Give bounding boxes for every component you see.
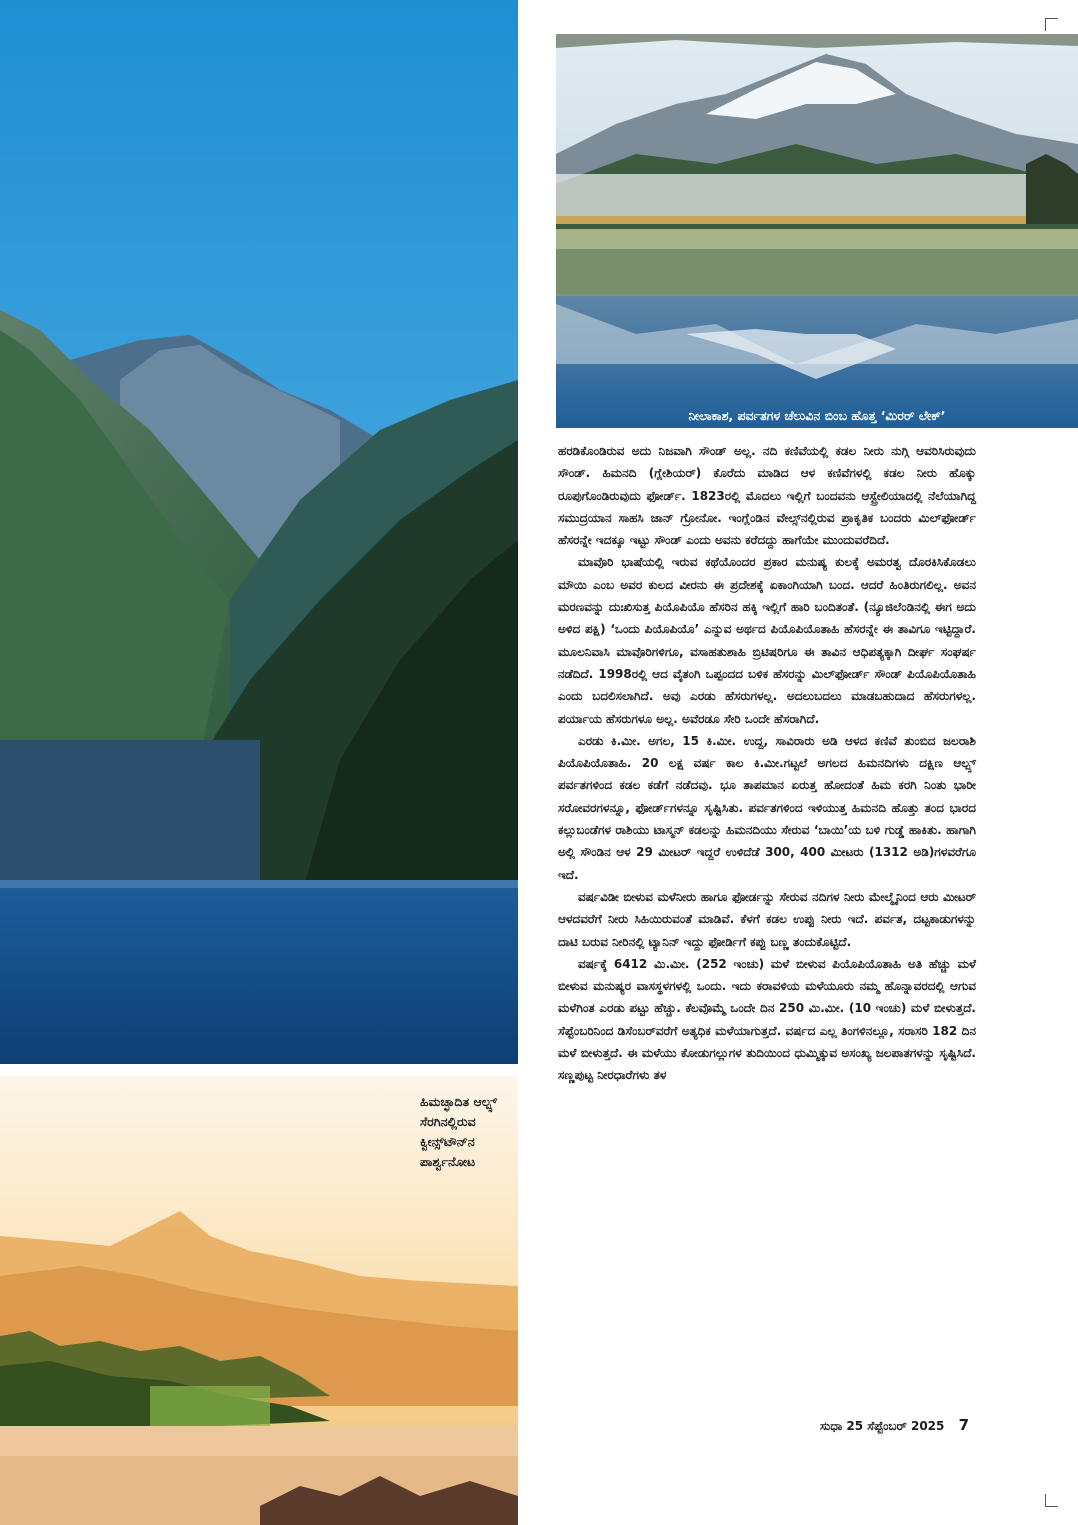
article-paragraph: ವರ್ಷವಿಡೀ ಬೀಳುವ ಮಳೆನೀರು ಹಾಗೂ ಫೋರ್ಡನ್ನು ಸೇರುವ ನದಿಗಳ ನೀರು ಮೇಲ್ಮೈನಿಂದ ಆರು ಮೀಟರ್ ಆಳದವರೆಗೆ ನೀರು ಸಿಹಿಯಿರುವಂತೆ ಮಾಡಿವೆ. ಕೆಳಗೆ ಕಡಲ ಉಪ್ಪು ನೀರು ಇದೆ. ಪರ್ವತ, ದಟ್ಟಕಾಡುಗಳನ್ನು ದಾಟಿ ಬರುವ ನೀರಿನಲ್ಲಿ ಟ್ಯಾನಿನ್ ಇದ್ದು ಫೋರ್ಡಿಗೆ ಕಪ್ಪು ಬಣ್ಣ ತಂದುಕೊಟ್ಟಿದೆ. <box>558 889 976 949</box>
crop-mark-top-right <box>1045 18 1058 31</box>
article-paragraph: ಮಾವೊರಿ ಭಾಷೆಯಲ್ಲಿ ಇರುವ ಕಥೆಯೊಂದರ ಪ್ರಕಾರ ಮನುಷ್ಯ ಕುಲಕ್ಕೆ ಅಮರತ್ವ ದೊರಕಿಸಿಕೊಡಲು ಮೌಯಿ ಎಂಬ ಅವರ ಕುಲದ ವೀರನು ಈ ಪ್ರದೇಶಕ್ಕೆ ಏಕಾಂಗಿಯಾಗಿ ಬಂದ. ಆದರೆ ಹಿಂತಿರುಗಲಿಲ್ಲ. ಅವನ ಮರಣವನ್ನು ದುಃಖಿಸುತ್ತ ಪಿಯೊಪಿಯೊ ಹೆಸರಿನ ಹಕ್ಕಿ ಇಲ್ಲಿಗೆ ಹಾರಿ ಬಂದಿತಂತೆ. (ನ್ಯೂಜಿಲೆಂಡಿನಲ್ಲಿ ಈಗ ಅದು ಅಳಿದ ಪಕ್ಷಿ) ‘ಒಂದು ಪಿಯೊಪಿಯೊ’ ಎನ್ನುವ ಅರ್ಥದ ಪಿಯೊಪಿಯೊತಾಹಿ ಹೆಸರನ್ನೇ ಈ ತಾವಿಗೂ ಇಟ್ಟಿದ್ದಾರೆ. ಮೂಲನಿವಾಸಿ ಮಾವೊರಿಗಳಿಗೂ, ವಸಾಹತುಶಾಹಿ ಬ್ರಿಟಿಷರಿಗೂ ಈ ತಾವಿನ ಆಧಿಪತ್ಯಕ್ಕಾಗಿ ದೀರ್ಘ ಸಂಘರ್ಷ ನಡೆದಿದೆ. 1998ರಲ್ಲಿ ಆದ ವೈತಂಗಿ ಒಪ್ಪಂದದ ಬಳಿಕ ಹೆಸರನ್ನು ಮಿಲ್‌ಫೋರ್ಡ್ ಸೌಂಡ್ ಪಿಯೊಪಿಯೊತಾಹಿ ಎಂದು ಬದಲಿಸಲಾಗಿದೆ. ಅವು ಎರಡು ಹೆಸರುಗಳಲ್ಲ. ಅದಲುಬದಲು ಮಾಡಬಹುದಾದ ಹೆಸರುಗಳಲ್ಲ. ಪರ್ಯಾಯ ಹೆಸರುಗಳೂ ಅಲ್ಲ. ಅವೆರಡೂ ಸೇರಿ ಒಂದೇ ಹೆಸರಾಗಿದೆ. <box>558 555 976 726</box>
fjord-mountains-photo <box>0 0 518 1064</box>
crop-mark-bottom-right <box>1045 1494 1058 1507</box>
magazine-issue-label: ಸುಧಾ 25 ಸೆಪ್ಟೆಂಬರ್ 2025 <box>820 1419 945 1433</box>
article-paragraph: ಎರಡು ಕಿ.ಮೀ. ಅಗಲ, 15 ಕಿ.ಮೀ. ಉದ್ದ, ಸಾವಿರಾರು ಅಡಿ ಆಳದ ಕಣಿವೆ ತುಂಬಿದ ಜಲರಾಶಿ ಪಿಯೊಪಿಯೊತಾಹಿ. 20 ಲಕ್ಷ ವರ್ಷ ಕಾಲ ಕಿ.ಮೀ.ಗಟ್ಟಲೆ ಅಗಲದ ಹಿಮನದಿಗಳು ದಕ್ಷಿಣ ಆಲ್ಪ್ಸ್ ಪರ್ವತಗಳಿಂದ ಕಡಲ ಕಡೆಗೆ ನಡೆದವು. ಭೂ ತಾಪಮಾನ ಏರುತ್ತ ಹೋದಂತೆ ಹಿಮ ಕರಗಿ ನಿಂತು ಭಾರೀ ಸರೋವರಗಳನ್ನೂ, ಫೋರ್ಡ್‌ಗಳನ್ನೂ ಸೃಷ್ಟಿಸಿತು. ಪರ್ವತಗಳಿಂದ ಇಳಿಯುತ್ತ ಹಿಮನದಿ ಹೊತ್ತು ತಂದ ಭಾರದ ಕಲ್ಲುಬಂಡೆಗಳ ರಾಶಿಯು ಟಾಸ್ಮನ್ ಕಡಲನ್ನು ಹಿಮನದಿಯು ಸೇರುವ ‘ಬಾಯಿ’ಯ ಬಳಿ ಗುಡ್ಡೆ ಹಾಕಿತು. ಹಾಗಾಗಿ ಅಲ್ಲಿ ಸೌಂಡಿನ ಆಳ 29 ಮೀಟರ್ ಇದ್ದರೆ ಉಳಿದೆಡೆ 300, 400 ಮೀಟರು (1312 ಅಡಿ)ಗಳವರೆಗೂ ಇದೆ. <box>558 733 976 882</box>
article-paragraph: ವರ್ಷಕ್ಕೆ 6412 ಮಿ.ಮೀ. (252 ಇಂಚು) ಮಳೆ ಬೀಳುವ ಪಿಯೊಪಿಯೊತಾಹಿ ಅತಿ ಹೆಚ್ಚು ಮಳೆ ಬೀಳುವ ಮನುಷ್ಯರ ವಾಸಸ್ಥಳಗಳಲ್ಲಿ ಒಂದು. ಇದು ಕರಾವಳಿಯ ಮಳೆಯೂರು ನಮ್ಮ ಹೊನ್ನಾವರದಲ್ಲಿ ಆಗುವ ಮಳೆಗಿಂತ ಎರಡು ಪಟ್ಟು ಹೆಚ್ಚು. ಕೆಲವೊಮ್ಮೆ ಒಂದೇ ದಿನ 250 ಮಿ.ಮೀ. (10 ಇಂಚು) ಮಳೆ ಬೀಳುತ್ತದೆ. ಸೆಪ್ಟೆಂಬರಿನಿಂದ ಡಿಸೆಂಬರ್‌ವರೆಗೆ ಅತ್ಯಧಿಕ ಮಳೆಯಾಗುತ್ತದೆ. ವರ್ಷದ ಎಲ್ಲ ತಿಂಗಳಿನಲ್ಲೂ, ಸರಾಸರಿ 182 ದಿನ ಮಳೆ ಬೀಳುತ್ತದೆ. ಈ ಮಳೆಯು ಕೋಡುಗಲ್ಲುಗಳ ತುದಿಯಿಂದ ಧುಮ್ಮಿಕ್ಕುವ ಅಸಂಖ್ಯ ಜಲಪಾತಗಳನ್ನು ಸೃಷ್ಟಿಸಿದೆ. ಸಣ್ಣಪುಟ್ಟ ನೀರಧಾರೆಗಳು ತಳ <box>558 956 976 1083</box>
mirror-lake-caption: ನೀಲಾಕಾಶ, ಪರ್ವತಗಳ ಚೆಲುವಿನ ಬಿಂಬ ಹೊತ್ತ ‘ಮಿರರ್ ಲೇಕ್’ <box>688 408 946 423</box>
article-body <box>558 440 976 1087</box>
page-number: 7 <box>958 1416 969 1434</box>
article-paragraph: ಹರಡಿಕೊಂಡಿರುವ ಅದು ನಿಜವಾಗಿ ಸೌಂಡ್ ಅಲ್ಲ. ನದಿ ಕಣಿವೆಯಲ್ಲಿ ಕಡಲ ನೀರು ನುಗ್ಗಿ ಆವರಿಸಿರುವುದು ಸೌಂಡ್. ಹಿಮನದಿ (ಗ್ಲೇಶಿಯರ್) ಕೊರೆದು ಮಾಡಿದ ಆಳ ಕಣಿವೆಗಳಲ್ಲಿ ಕಡಲ ನೀರು ಹೊಕ್ಕು ರೂಪುಗೊಂಡಿರುವುದು ಫೋರ್ಡ್. 1823ರಲ್ಲಿ ಮೊದಲು ಇಲ್ಲಿಗೆ ಬಂದವನು ಆಸ್ಟ್ರೇಲಿಯಾದಲ್ಲಿ ನೆಲೆಯಾಗಿದ್ದ ಸಮುದ್ರಯಾನ ಸಾಹಸಿ ಜಾನ್ ಗ್ರೋನೋ. ಇಂಗ್ಲೆಂಡಿನ ವೇಲ್ಸ್‌ನಲ್ಲಿರುವ ಪ್ರಾಕೃತಿಕ ಬಂದರು ಮಿಲ್‌ಫೋರ್ಡ್ ಹೆಸರನ್ನೇ ಇದಕ್ಕೂ ಇಟ್ಟು ಸೌಂಡ್ ಎಂದು ಅವನು ಕರೆದದ್ದು ಹಾಗೆಯೇ ಮುಂದುವರೆದಿದೆ. <box>558 444 976 548</box>
mirror-lake-photo <box>556 34 1078 428</box>
lakeside-photo-caption: ಹಿಮಚ್ಛಾದಿತ ಆಲ್ಪ್ಸ್ ಸೆರಗಿನಲ್ಲಿರುವ ಕ್ವೀನ್ಸ್‌ಟೌನ್‌ನ ಪಾರ್ಶ್ವನೋಟ <box>420 1094 498 1169</box>
page-footer <box>820 1416 969 1434</box>
